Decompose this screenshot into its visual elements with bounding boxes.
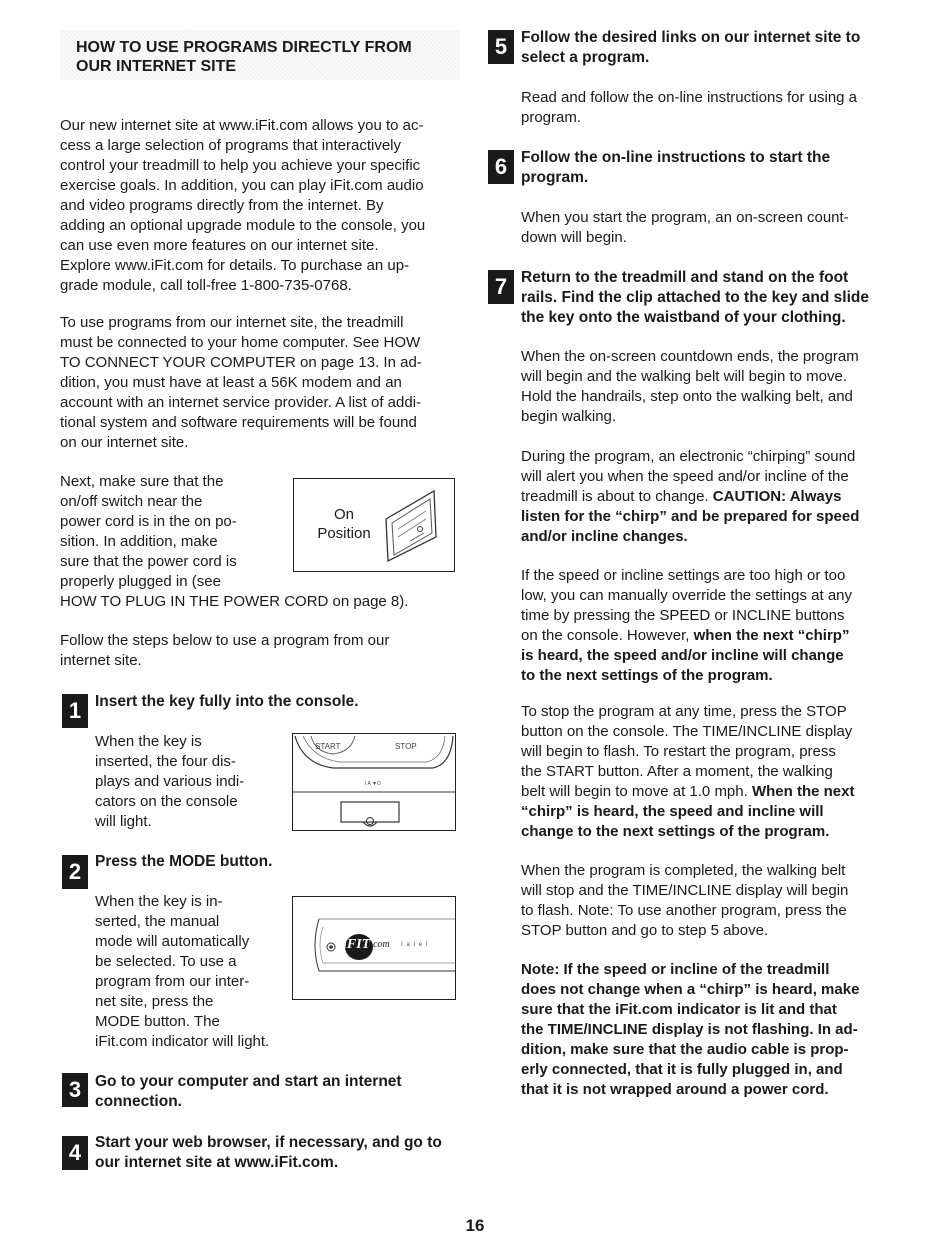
step-5-badge: 5 — [488, 30, 514, 64]
ifit-com-text: com — [373, 939, 390, 950]
step-5-title: Follow the desired links on our internet site to select a program. — [521, 29, 861, 66]
chirp-paragraph: During the program, an electronic “chirping” sound will alert you when the speed and/or incline of the treadmill is about to change. CAUTION: Always listen for the “chirp” and be prepared for speed and/or incline changes. — [521, 448, 860, 545]
section-heading-text: HOW TO USE PROGRAMS DIRECTLY FROM OUR INTERNET SITE — [76, 39, 412, 75]
intro-paragraph: Our new internet site at www.iFit.com allows you to ac- cess a large selection of programs that interactively control your treadmill to help you achieve your specific exercise goals. In addition, you can play iFit.com audio and video programs directly from the internet. By adding an optional upgrade module to the console, you can use even more features on our internet site. Explore www.iFit.com for details. To purchase an up- grade module, call toll-free 1-800-735-0768. — [60, 117, 426, 294]
switch-paragraph: Next, make sure that the on/off switch near the power cord is in the on po- sition. In addition, make sure that the power cord is properly plugged in (see HOW TO PLUG IN THE POWER CORD on page 8). — [60, 473, 409, 610]
complete-paragraph: When the program is completed, the walking belt will stop and the TIME/INCLINE display will begin to flash. Note: To use another program, press the STOP button and go to step 5 above. — [521, 862, 849, 939]
step-6-badge: 6 — [488, 150, 514, 184]
step-6-body: When you start the program, an on-screen count- down will begin. — [521, 209, 849, 246]
section-heading — [60, 30, 460, 80]
note-paragraph: Note: If the speed or incline of the treadmill does not change when a “chirp” is heard, make sure that the iFit.com indicator is lit and that the TIME/INCLINE display is not flashing. In ad- dition, make sure that the audio cable is prop- erly connected, that it is fully plugged in, and that it is not wrapped around a power cord. — [521, 961, 860, 1098]
step-1-title: Insert the key fully into the console. — [95, 693, 359, 710]
start-label: START — [315, 742, 341, 751]
step-3-badge: 3 — [62, 1073, 88, 1107]
console-key-figure — [292, 733, 456, 831]
step-7-badge: 7 — [488, 270, 514, 304]
step-4-title: Start your web browser, if necessary, and go to our internet site at www.iFit.com. — [95, 1134, 442, 1171]
caution-text: CAUTION: Always — [712, 488, 842, 505]
power-switch-icon — [380, 485, 448, 563]
indicator-label: I A ▼O — [365, 781, 381, 787]
follow-steps-paragraph: Follow the steps below to use a program from our internet site. — [60, 632, 390, 669]
on-position-figure — [293, 478, 455, 572]
ifit-indicator-figure — [292, 896, 456, 1000]
step-2-body: When the key is in- serted, the manual mode will automatically be selected. To use a program from our inter- net site, press the MODE button. The iFit.com indicator will light. — [95, 893, 270, 1050]
step-1-badge: 1 — [62, 694, 88, 728]
indicator-dots: I a I e I — [401, 942, 429, 948]
step-6-title: Follow the on-line instructions to start the program. — [521, 149, 831, 186]
step-7-title: Return to the treadmill and stand on the foot rails. Find the clip attached to the key and slide the key onto the waistband of your clothing. — [521, 269, 869, 326]
on-label: On — [333, 506, 354, 523]
step-1-body: When the key is inserted, the four dis- plays and various indi- cators on the console will light. — [95, 733, 245, 830]
step-4-badge: 4 — [62, 1136, 88, 1170]
step-7-body: When the on-screen countdown ends, the program will begin and the walking belt will begin to move. Hold the handrails, step onto the walking belt, and begin walking. — [521, 348, 859, 425]
page-number: 16 — [465, 1216, 485, 1235]
step-5-body: Read and follow the on-line instructions for using a program. — [521, 89, 858, 126]
position-label: Position — [317, 525, 371, 542]
override-paragraph: If the speed or incline settings are too high or too low, you can manually override the settings at any time by pressing the SPEED or INCLINE buttons on the console. However, when the next “chirp” is heard, the speed and/or incline will change to the next settings of the program. — [521, 567, 853, 684]
ifit-logo: iFIT — [343, 937, 371, 952]
stop-label: STOP — [395, 742, 417, 751]
step-3-title: Go to your computer and start an internet connection. — [95, 1073, 402, 1110]
step-2-title: Press the MODE button. — [95, 853, 273, 870]
stop-paragraph: To stop the program at any time, press the STOP button on the console. The TIME/INCLINE display will begin to flash. To restart the program, press the START button. After a moment, the walking belt will begin to move at 1.0 mph. When the next “chirp” is heard, the speed and incline will change to the next settings of the program. — [521, 703, 855, 840]
step-2-badge: 2 — [62, 855, 88, 889]
requirements-paragraph: To use programs from our internet site, the treadmill must be connected to your home computer. See HOW TO CONNECT YOUR COMPUTER on page 13. In ad- dition, you must have at least a 56K modem and an account with an internet service provider. A list of addi- tional system and software requirements will be found on our internet site. — [60, 314, 422, 451]
